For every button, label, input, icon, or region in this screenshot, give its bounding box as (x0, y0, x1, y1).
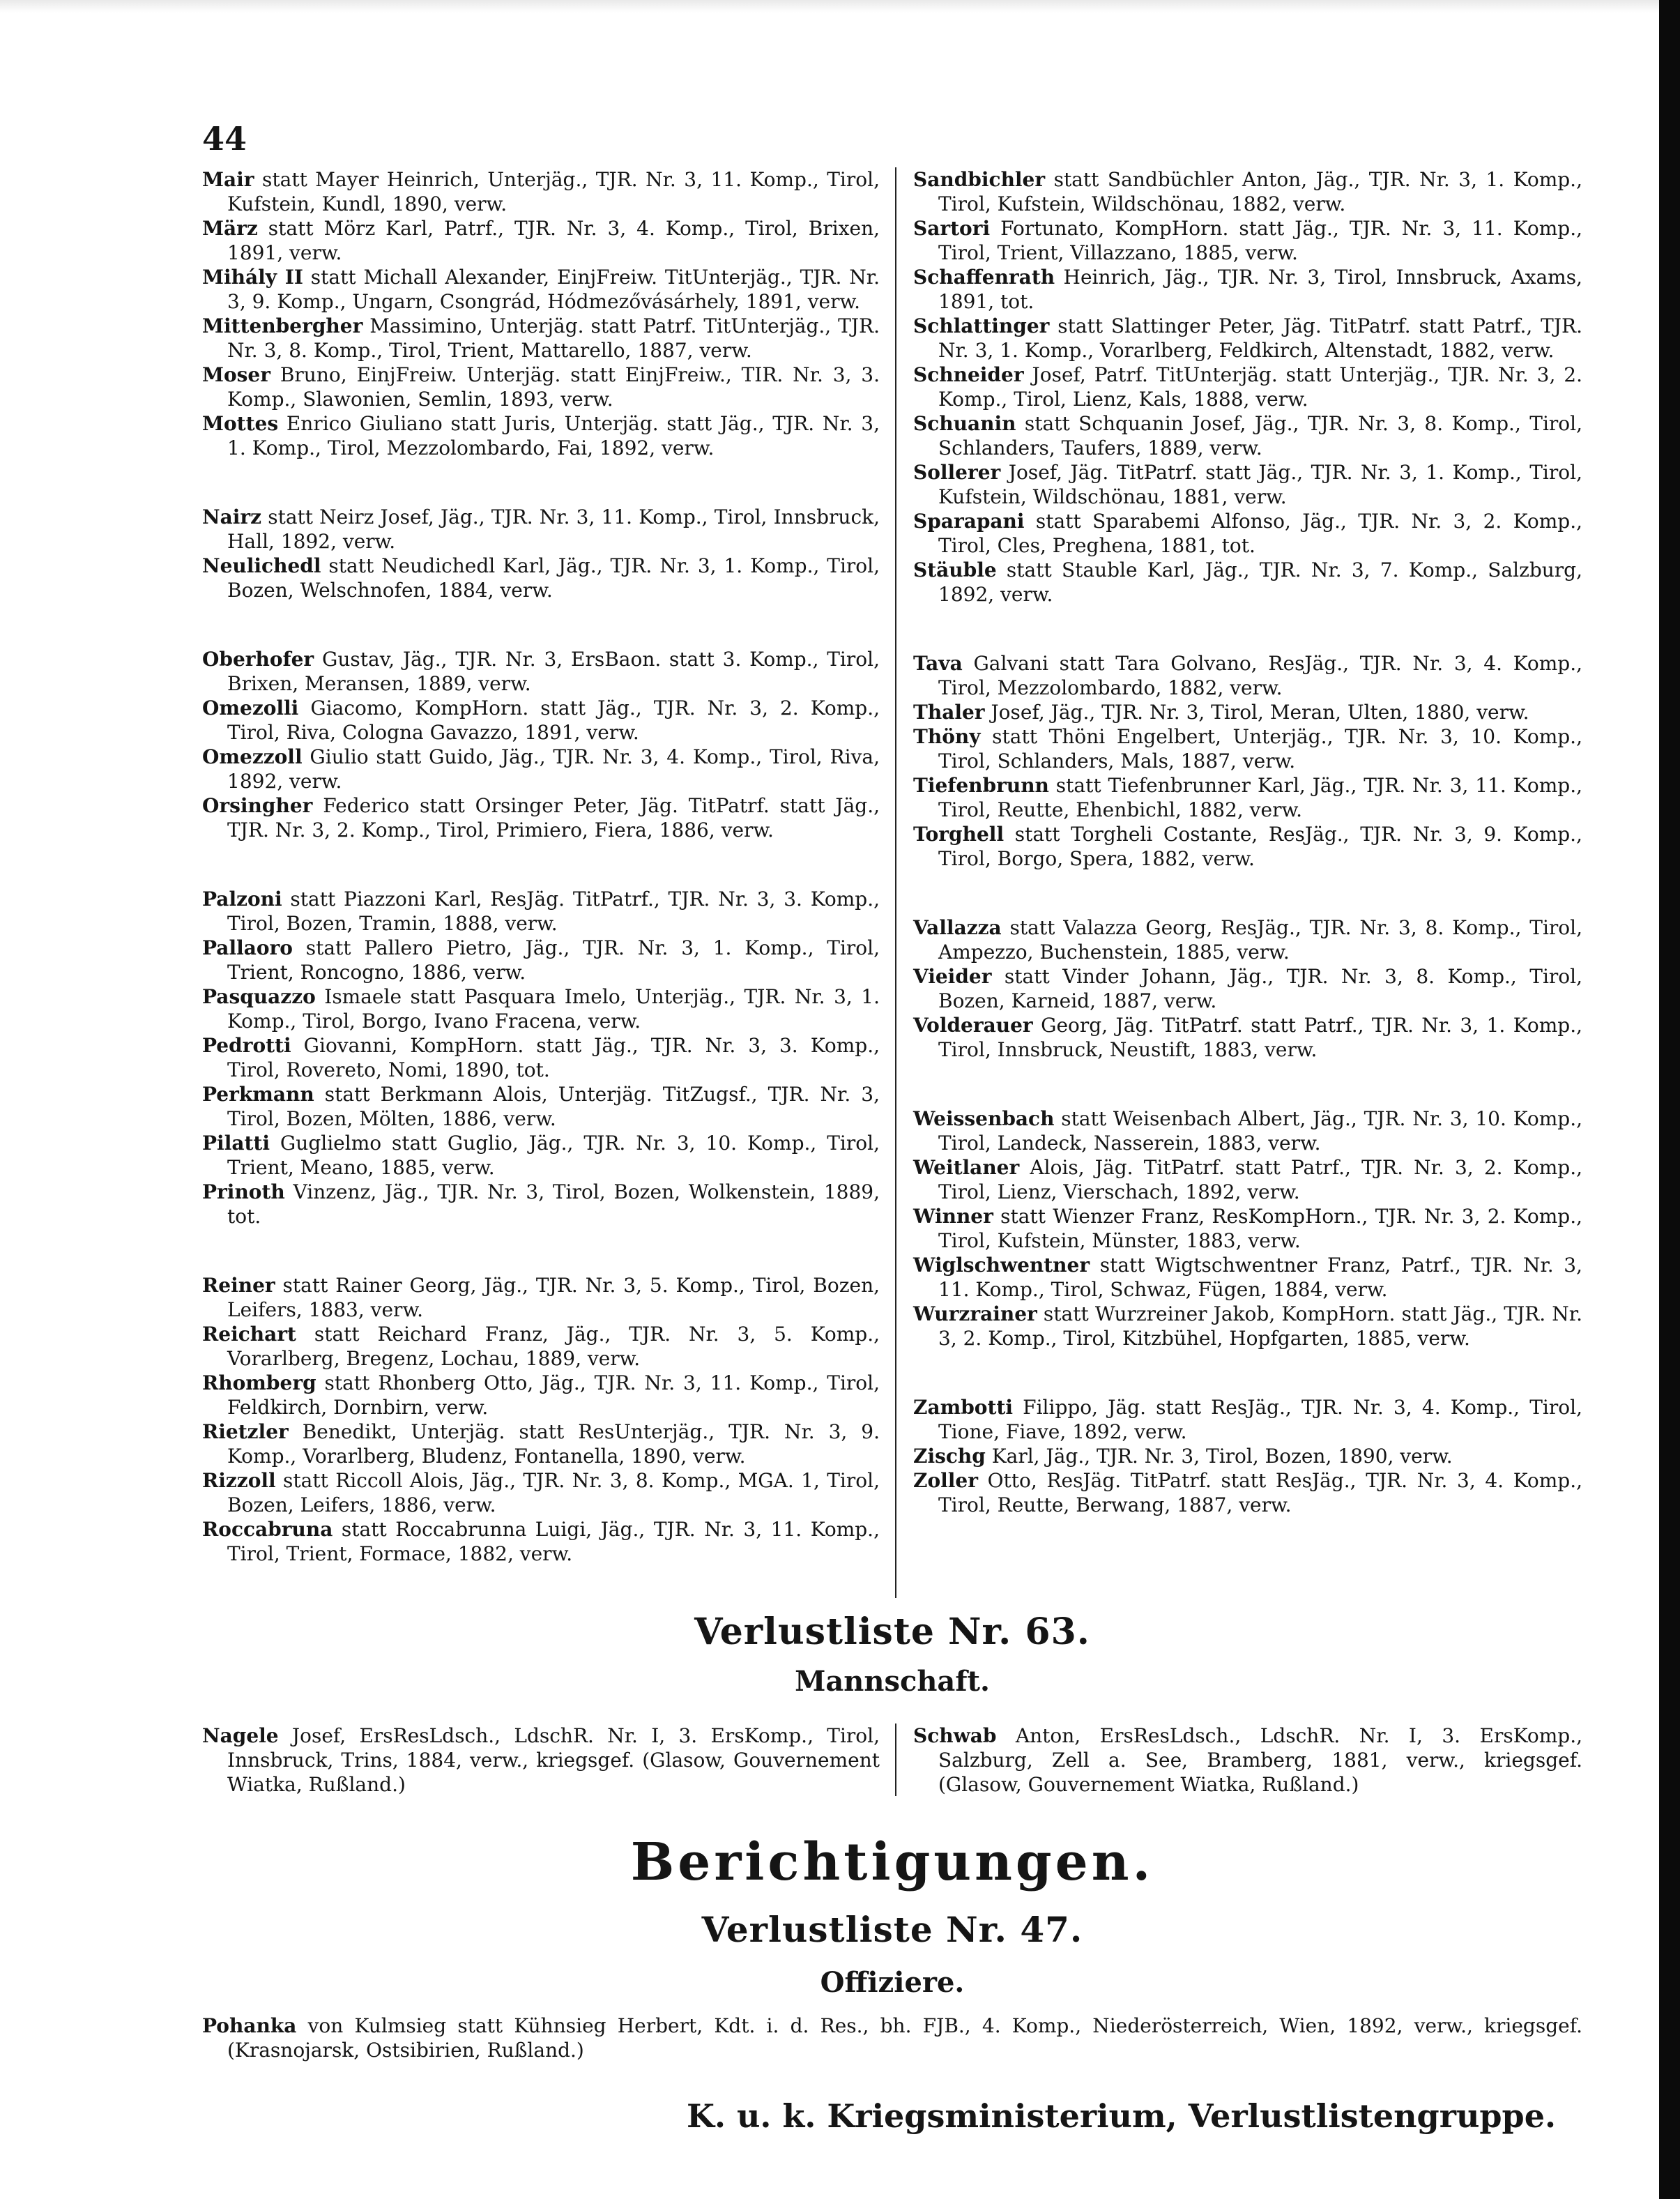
verlustliste-63-right (913, 1724, 1582, 1797)
list-entry: Omezzoll Giulio statt Guido, Jäg., TJR. Nr. 3, 4. Komp., Tirol, Riva, 1892, verw. (202, 745, 880, 793)
list-entry: Pedrotti Giovanni, KompHorn. statt Jäg., TJR. Nr. 3, 3. Komp., Tirol, Rovereto, Nomi, 1890, tot. (202, 1034, 880, 1081)
list-entry: Sparapani statt Sparabemi Alfonso, Jäg., TJR. Nr. 3, 2. Komp., Tirol, Cles, Preghena, 1881, tot. (913, 510, 1582, 557)
list-entry: Weissenbach statt Weisenbach Albert, Jäg., TJR. Nr. 3, 10. Komp., Tirol, Landeck, Nasserein, 1883, verw. (913, 1107, 1582, 1155)
signature-line: K. u. k. Kriegsministerium, Verlustlistengruppe. (686, 2097, 1556, 2135)
berichtigung-entry (202, 2014, 1582, 2062)
list-entry: Reiner statt Rainer Georg, Jäg., TJR. Nr. 3, 5. Komp., Tirol, Bozen, Leifers, 1883, verw. (202, 1274, 880, 1321)
list-entry: Tiefenbrunn statt Tiefenbrunner Karl, Jäg., TJR. Nr. 3, 11. Komp., Tirol, Reutte, Ehenbichl, 1882, verw. (913, 774, 1582, 821)
verlustliste-63-heading: Verlustliste Nr. 63. (694, 1611, 1090, 1653)
column-divider (895, 167, 896, 1598)
list-entry: März statt Mörz Karl, Patrf., TJR. Nr. 3, 4. Komp., Tirol, Brixen, 1891, verw. (202, 217, 880, 264)
list-entry: Roccabruna statt Roccabrunna Luigi, Jäg., TJR. Nr. 3, 11. Komp., Tirol, Trient, Formace, 1882, verw. (202, 1518, 880, 1565)
list-entry: Winner statt Wienzer Franz, ResKompHorn., TJR. Nr. 3, 2. Komp., Tirol, Kufstein, Münster, 1883, verw. (913, 1205, 1582, 1252)
list-entry: Vallazza statt Valazza Georg, ResJäg., TJR. Nr. 3, 8. Komp., Tirol, Ampezzo, Buchenstein, 1885, verw. (913, 916, 1582, 964)
scan-top-shadow (0, 0, 1680, 13)
list-entry: Schaffenrath Heinrich, Jäg., TJR. Nr. 3, Tirol, Innsbruck, Axams, 1891, tot. (913, 266, 1582, 313)
group-gap (913, 1062, 1582, 1106)
group-gap (913, 607, 1582, 651)
list-entry: Oberhofer Gustav, Jäg., TJR. Nr. 3, ErsBaon. statt 3. Komp., Tirol, Brixen, Meransen, 1889, verw. (202, 648, 880, 695)
list-entry: Wiglschwentner statt Wigtschwentner Franz, Patrf., TJR. Nr. 3, 11. Komp., Tirol, Schwaz, Fügen, 1884, verw. (913, 1254, 1582, 1301)
list-entry: Thaler Josef, Jäg., TJR. Nr. 3, Tirol, Meran, Ulten, 1880, verw. (913, 701, 1529, 724)
list-entry: Schlattinger statt Slattinger Peter, Jäg. TitPatrf. statt Patrf., TJR. Nr. 3, 1. Komp., Vorarlberg, Feldkirch, Altenstadt, 1882, verw. (913, 314, 1582, 362)
list-entry: Mihály II statt Michall Alexander, EinjFreiw. TitUnterjäg., TJR. Nr. 3, 9. Komp., Ungarn, Csongrád, Hódmezővásárhely, 1891, verw. (202, 266, 880, 313)
list-entry: Sollerer Josef, Jäg. TitPatrf. statt Jäg., TJR. Nr. 3, 1. Komp., Tirol, Kufstein, Wildschönau, 1881, verw. (913, 461, 1582, 508)
group-gap (202, 842, 880, 887)
group-gap (913, 1350, 1582, 1395)
berichtigungen-heading: Berichtigungen. (630, 1832, 1154, 1892)
list-entry: Zischg Karl, Jäg., TJR. Nr. 3, Tirol, Bozen, 1890, verw. (913, 1445, 1453, 1468)
group-gap (202, 602, 880, 647)
list-entry: Torghell statt Torgheli Costante, ResJäg., TJR. Nr. 3, 9. Komp., Tirol, Borgo, Spera, 1882, verw. (913, 823, 1582, 870)
list-entry: Mittenbergher Massimino, Unterjäg. statt Patrf. TitUnterjäg., TJR. Nr. 3, 8. Komp., Tirol, Trient, Mattarello, 1887, verw. (202, 314, 880, 362)
list-entry: Nagele Josef, ErsResLdsch., LdschR. Nr. I, 3. ErsKomp., Tirol, Innsbruck, Trins, 1884, verw., kriegsgef. (Glasow, Gouvernement Wiatka, Rußland.) (202, 1724, 880, 1796)
page-number: 44 (202, 120, 247, 158)
right-column (913, 167, 1582, 1517)
list-entry: Pohanka von Kulmsieg statt Kühnsieg Herbert, Kdt. i. d. Res., bh. FJB., 4. Komp., Niederösterreich, Wien, 1892, verw., kriegsgef. (Krasnojarsk, Ostsibirien, Rußland.) (202, 2014, 1582, 2062)
list-entry: Prinoth Vinzenz, Jäg., TJR. Nr. 3, Tirol, Bozen, Wolkenstein, 1889, tot. (202, 1180, 880, 1228)
verlustliste-47-heading: Verlustliste Nr. 47. (701, 1909, 1083, 1950)
list-entry: Wurzrainer statt Wurzreiner Jakob, KompHorn. statt Jäg., TJR. Nr. 3, 2. Komp., Tirol, Kitzbühel, Hopfgarten, 1885, verw. (913, 1302, 1582, 1350)
list-entry: Schwab Anton, ErsResLdsch., LdschR. Nr. I, 3. ErsKomp., Salzburg, Zell a. See, Bramberg, 1881, verw., kriegsgef. (Glasow, Gouvernement Wiatka, Rußland.) (913, 1724, 1582, 1796)
list-entry: Weitlaner Alois, Jäg. TitPatrf. statt Patrf., TJR. Nr. 3, 2. Komp., Tirol, Lienz, Vierschach, 1892, verw. (913, 1156, 1582, 1203)
list-entry: Stäuble statt Stauble Karl, Jäg., TJR. Nr. 3, 7. Komp., Salzburg, 1892, verw. (913, 558, 1582, 606)
list-entry: Moser Bruno, EinjFreiw. Unterjäg. statt EinjFreiw., TIR. Nr. 3, 3. Komp., Slawonien, Semlin, 1893, verw. (202, 363, 880, 411)
list-entry: Sartori Fortunato, KompHorn. statt Jäg., TJR. Nr. 3, 11. Komp., Tirol, Trient, Villazzano, 1885, verw. (913, 217, 1582, 264)
group-gap (202, 460, 880, 505)
list-entry: Mair statt Mayer Heinrich, Unterjäg., TJR. Nr. 3, 11. Komp., Tirol, Kufstein, Kundl, 1890, verw. (202, 168, 880, 215)
list-entry: Palzoni statt Piazzoni Karl, ResJäg. TitPatrf., TJR. Nr. 3, 3. Komp., Tirol, Bozen, Tramin, 1888, verw. (202, 888, 880, 935)
list-entry: Reichart statt Reichard Franz, Jäg., TJR. Nr. 3, 5. Komp., Vorarlberg, Bregenz, Lochau, 1889, verw. (202, 1323, 880, 1370)
list-entry: Thöny statt Thöni Engelbert, Unterjäg., TJR. Nr. 3, 10. Komp., Tirol, Schlanders, Mals, 1887, verw. (913, 725, 1582, 773)
list-entry: Neulichedl statt Neudichedl Karl, Jäg., TJR. Nr. 3, 1. Komp., Tirol, Bozen, Welschnofen, 1884, verw. (202, 554, 880, 602)
mannschaft-heading: Mannschaft. (795, 1665, 990, 1698)
list-entry: Schneider Josef, Patrf. TitUnterjäg. statt Unterjäg., TJR. Nr. 3, 2. Komp., Tirol, Lienz, Kals, 1888, verw. (913, 363, 1582, 411)
offiziere-heading: Offiziere. (820, 1966, 965, 1999)
list-entry: Schuanin statt Schquanin Josef, Jäg., TJR. Nr. 3, 8. Komp., Tirol, Schlanders, Taufers, 1889, verw. (913, 412, 1582, 459)
list-entry: Zambotti Filippo, Jäg. statt ResJäg., TJR. Nr. 3, 4. Komp., Tirol, Tione, Fiave, 1892, verw. (913, 1396, 1582, 1443)
list-entry: Pilatti Guglielmo statt Guglio, Jäg., TJR. Nr. 3, 10. Komp., Tirol, Trient, Meano, 1885, verw. (202, 1132, 880, 1179)
list-entry: Mottes Enrico Giuliano statt Juris, Unterjäg. statt Jäg., TJR. Nr. 3, 1. Komp., Tirol, Mezzolombardo, Fai, 1892, verw. (202, 412, 880, 459)
list-entry: Rhomberg statt Rhonberg Otto, Jäg., TJR. Nr. 3, 11. Komp., Tirol, Feldkirch, Dornbirn, verw. (202, 1371, 880, 1419)
list-entry: Volderauer Georg, Jäg. TitPatrf. statt Patrf., TJR. Nr. 3, 1. Komp., Tirol, Innsbruck, Neustift, 1883, verw. (913, 1014, 1582, 1061)
list-entry: Rietzler Benedikt, Unterjäg. statt ResUnterjäg., TJR. Nr. 3, 9. Komp., Vorarlberg, Bludenz, Fontanella, 1890, verw. (202, 1420, 880, 1468)
list-entry: Omezolli Giacomo, KompHorn. statt Jäg., TJR. Nr. 3, 2. Komp., Tirol, Riva, Cologna Gavazzo, 1891, verw. (202, 697, 880, 744)
left-column (202, 167, 880, 1566)
list-entry: Rizzoll statt Riccoll Alois, Jäg., TJR. Nr. 3, 8. Komp., MGA. 1, Tirol, Bozen, Leifers, 1886, verw. (202, 1469, 880, 1516)
list-entry: Vieider statt Vinder Johann, Jäg., TJR. Nr. 3, 8. Komp., Tirol, Bozen, Karneid, 1887, verw. (913, 965, 1582, 1012)
scan-right-edge (1659, 0, 1680, 2199)
list-entry: Pasquazzo Ismaele statt Pasquara Imelo, Unterjäg., TJR. Nr. 3, 1. Komp., Tirol, Borgo, Ivano Fracena, verw. (202, 985, 880, 1033)
list-entry: Perkmann statt Berkmann Alois, Unterjäg. TitZugsf., TJR. Nr. 3, Tirol, Bozen, Mölten, 1886, verw. (202, 1083, 880, 1130)
list-entry: Zoller Otto, ResJäg. TitPatrf. statt ResJäg., TJR. Nr. 3, 4. Komp., Tirol, Reutte, Berwang, 1887, verw. (913, 1469, 1582, 1516)
verlustliste-63-left (202, 1724, 880, 1797)
group-gap (202, 1228, 880, 1273)
group-gap (913, 871, 1582, 915)
list-entry: Nairz statt Neirz Josef, Jäg., TJR. Nr. 3, 11. Komp., Tirol, Innsbruck, Hall, 1892, verw. (202, 505, 880, 553)
list-entry: Orsingher Federico statt Orsinger Peter, Jäg. TitPatrf. statt Jäg., TJR. Nr. 3, 2. Komp., Tirol, Primiero, Fiera, 1886, verw. (202, 794, 880, 842)
list-entry: Tava Galvani statt Tara Golvano, ResJäg., TJR. Nr. 3, 4. Komp., Tirol, Mezzolombardo, 1882, verw. (913, 652, 1582, 699)
list-entry: Sandbichler statt Sandbüchler Anton, Jäg., TJR. Nr. 3, 1. Komp., Tirol, Kufstein, Wildschönau, 1882, verw. (913, 168, 1582, 215)
column-divider (895, 1724, 896, 1796)
list-entry: Pallaoro statt Pallero Pietro, Jäg., TJR. Nr. 3, 1. Komp., Tirol, Trient, Roncogno, 1886, verw. (202, 936, 880, 984)
